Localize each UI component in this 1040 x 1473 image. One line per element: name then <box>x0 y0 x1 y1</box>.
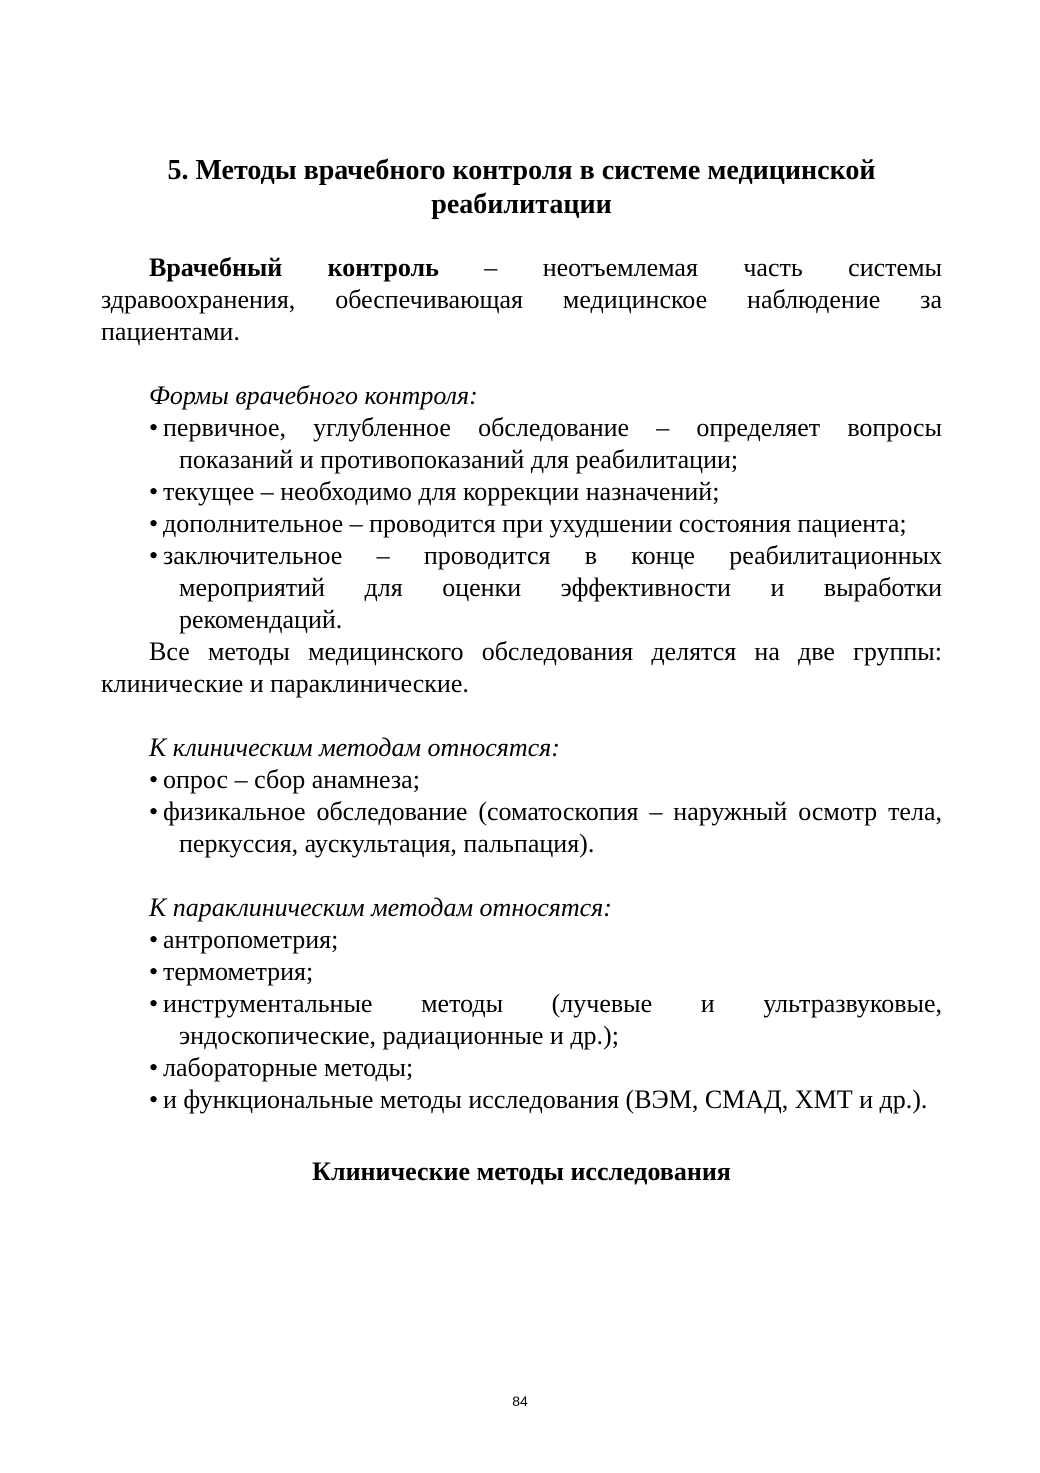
paraclinical-heading: К параклиническим методам относятся: <box>149 893 612 922</box>
bullet-icon: • <box>149 477 159 506</box>
list-item <box>149 1052 942 1084</box>
intro-term: Врачебный контроль <box>149 253 439 282</box>
list-item <box>149 476 942 508</box>
bullet-icon: • <box>149 957 159 986</box>
bullet-icon: • <box>149 765 159 794</box>
list-item <box>149 764 942 796</box>
list-item-text: физикальное обследование (соматоскопия – наружный осмотр тела, перкуссия, аускультация, пальпация). <box>163 797 942 858</box>
list-item <box>149 796 942 860</box>
page-title-line-2: реабилитации <box>431 189 612 220</box>
bullet-icon: • <box>149 797 159 826</box>
bullet-icon: • <box>149 925 159 954</box>
intro-definition: – неотъемлемая часть системы здравоохранения, обеспечивающая медицинское наблюдение за пациентами. <box>101 253 942 346</box>
section-subheading: Клинические методы исследования <box>312 1157 731 1186</box>
methods-paragraph: Все методы медицинского обследования делятся на две группы: клинические и параклинические. <box>101 637 942 698</box>
bullet-icon: • <box>149 1053 159 1082</box>
page-number: 84 <box>512 1393 528 1409</box>
forms-list <box>101 412 942 636</box>
paraclinical-list <box>101 924 942 1116</box>
bullet-icon: • <box>149 541 159 570</box>
list-item <box>149 540 942 636</box>
list-item-text: инструментальные методы (лучевые и ультразвуковые, эндоскопические, радиационные и др.); <box>163 989 942 1050</box>
document-page <box>101 154 942 1188</box>
bullet-icon: • <box>149 509 159 538</box>
list-item-text: первичное, углубленное обследование – определяет вопросы показаний и противопоказаний для реабилитации; <box>163 413 942 474</box>
list-item <box>149 956 942 988</box>
clinical-list <box>101 764 942 860</box>
list-item-text: дополнительное – проводится при ухудшении состояния пациента; <box>163 509 907 538</box>
list-item <box>149 988 942 1052</box>
list-item <box>149 924 942 956</box>
list-item <box>149 508 942 540</box>
list-item-text: текущее – необходимо для коррекции назначений; <box>163 477 720 506</box>
page-title <box>101 154 942 222</box>
list-item-text: и функциональные методы исследования (ВЭМ, СМАД, ХМТ и др.). <box>163 1085 928 1114</box>
page-title-line-1: 5. Методы врачебного контроля в системе медицинской <box>167 155 876 186</box>
list-item-text: лабораторные методы; <box>163 1053 414 1082</box>
list-item-text: антропометрия; <box>163 925 339 954</box>
list-item <box>149 1084 942 1116</box>
list-item-text: заключительное – проводится в конце реабилитационных мероприятий для оценки эффективности и выработки рекомендаций. <box>163 541 942 634</box>
bullet-icon: • <box>149 413 159 442</box>
list-item <box>149 412 942 476</box>
list-item-text: термометрия; <box>163 957 314 986</box>
forms-heading: Формы врачебного контроля: <box>149 381 478 410</box>
bullet-icon: • <box>149 989 159 1018</box>
clinical-heading: К клиническим методам относятся: <box>149 733 560 762</box>
bullet-icon: • <box>149 1085 159 1114</box>
list-item-text: опрос – сбор анамнеза; <box>163 765 420 794</box>
intro-paragraph <box>101 252 942 348</box>
